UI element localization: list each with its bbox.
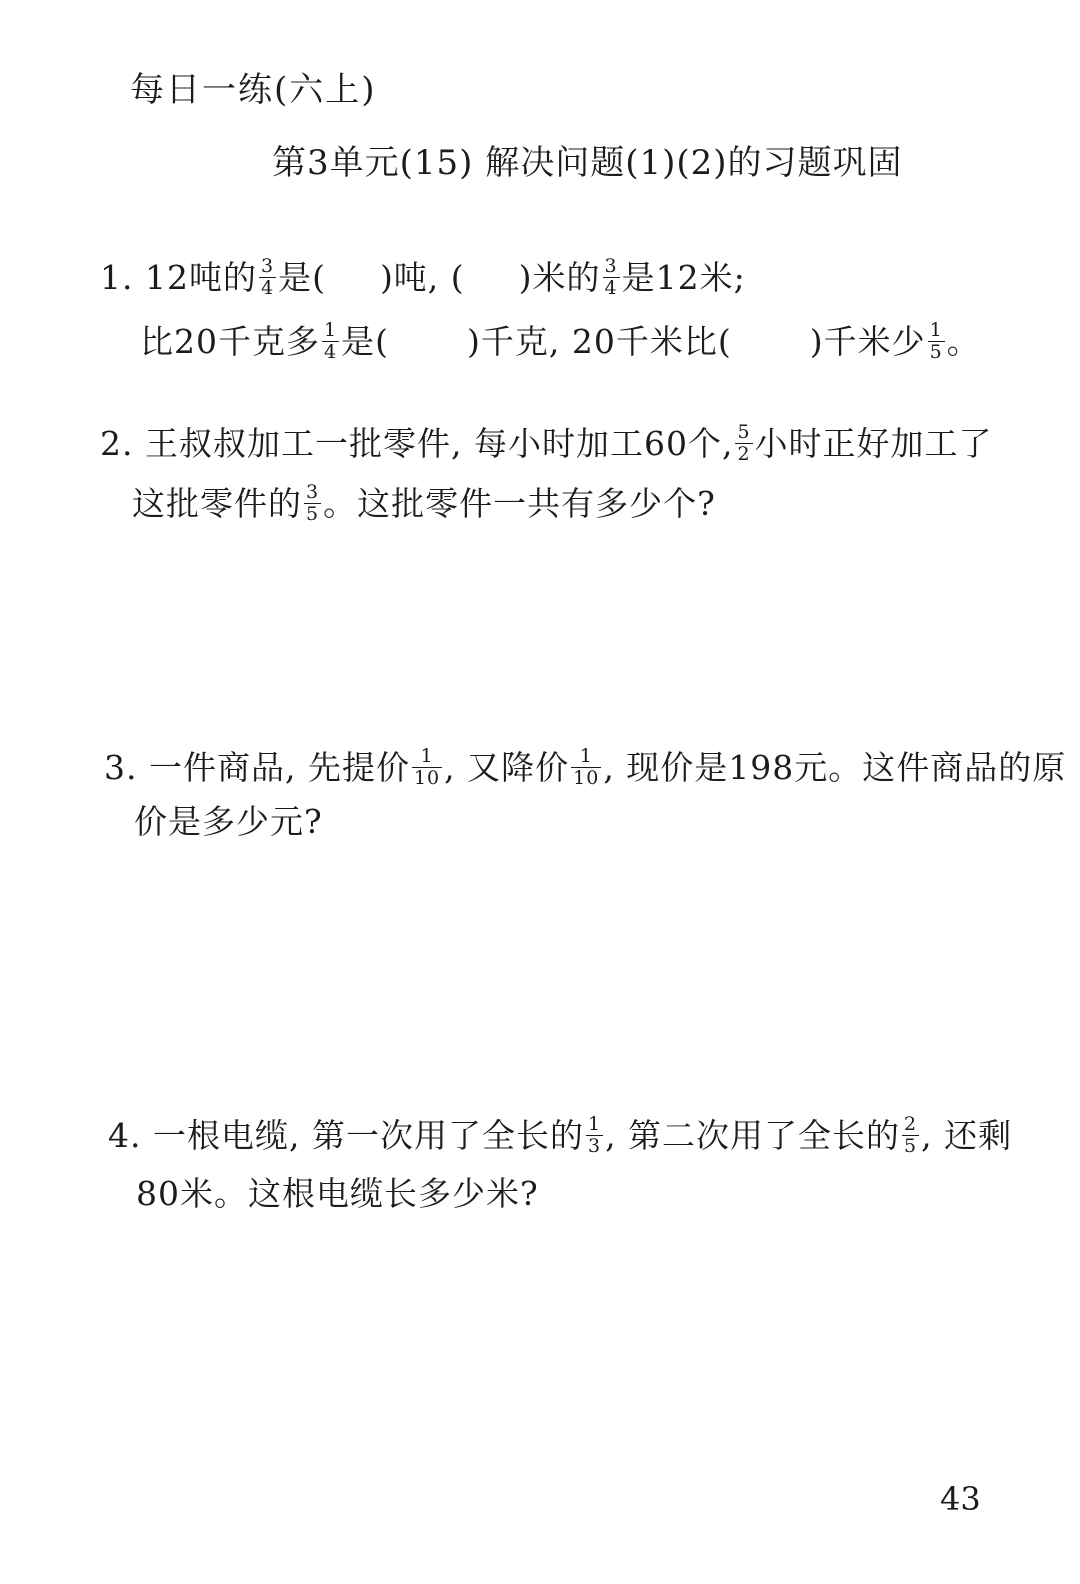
worksheet-title: 第3单元(15) 解决问题(1)(2)的习题巩固 [272, 143, 903, 183]
fraction: $\frac{5}{2}$ [737, 420, 751, 465]
question-2-line-1 [100, 418, 993, 467]
fraction: $\frac{2}{5}$ [904, 1112, 918, 1157]
q1-text: 比20千克多 [140, 322, 320, 361]
q4-text: 4. 一根电缆, 第一次用了全长的 [108, 1116, 584, 1155]
q3-text: , 又降价 [444, 748, 570, 787]
q2-text: 。这批零件一共有多少个? [323, 484, 716, 523]
q1-text: )千米少 [809, 322, 926, 361]
fraction: $\frac{1}{10}$ [573, 744, 600, 789]
question-2-line-2 [132, 478, 716, 527]
fraction: $\frac{1}{10}$ [413, 744, 441, 789]
q1-text: )千克, 20千米比( [466, 322, 732, 361]
q1-text: )米的 [518, 258, 601, 297]
fraction: $\frac{3}{4}$ [604, 254, 618, 299]
question-3-line-1 [104, 742, 1066, 791]
q4-text: , 还剩 [921, 1116, 1013, 1155]
question-3-line-2: 价是多少元? [134, 802, 323, 841]
question-4-line-1 [108, 1110, 1012, 1159]
page-number: 43 [940, 1480, 981, 1518]
q1-text: 是( [278, 258, 326, 297]
q3-text: , 现价是198元。这件商品的原 [603, 748, 1067, 787]
q1-text: 。 [946, 322, 981, 361]
q2-text: 2. 王叔叔加工一批零件, 每小时加工60个, [100, 424, 734, 463]
q3-text: 3. 一件商品, 先提价 [104, 748, 410, 787]
q4-text: , 第二次用了全长的 [605, 1116, 901, 1155]
fraction: $\frac{1}{5}$ [929, 318, 943, 363]
q1-text: 是12米; [621, 258, 746, 297]
fraction: $\frac{1}{3}$ [587, 1112, 602, 1157]
fraction: $\frac{3}{5}$ [306, 480, 320, 525]
question-1-line-2 [140, 316, 981, 365]
q2-text: 小时正好加工了 [754, 424, 993, 463]
q1-text: 是( [341, 322, 389, 361]
q1-text: 1. 12吨的 [100, 258, 257, 297]
q2-text: 这批零件的 [132, 484, 302, 523]
fraction: $\frac{3}{4}$ [260, 254, 275, 299]
fraction: $\frac{1}{4}$ [324, 318, 338, 363]
q1-text: )吨, ( [379, 258, 465, 297]
worksheet-header: 每日一练(六上) [130, 70, 377, 110]
question-1-line-1 [100, 252, 746, 301]
question-4-line-2: 80米。这根电缆长多少米? [136, 1174, 539, 1213]
